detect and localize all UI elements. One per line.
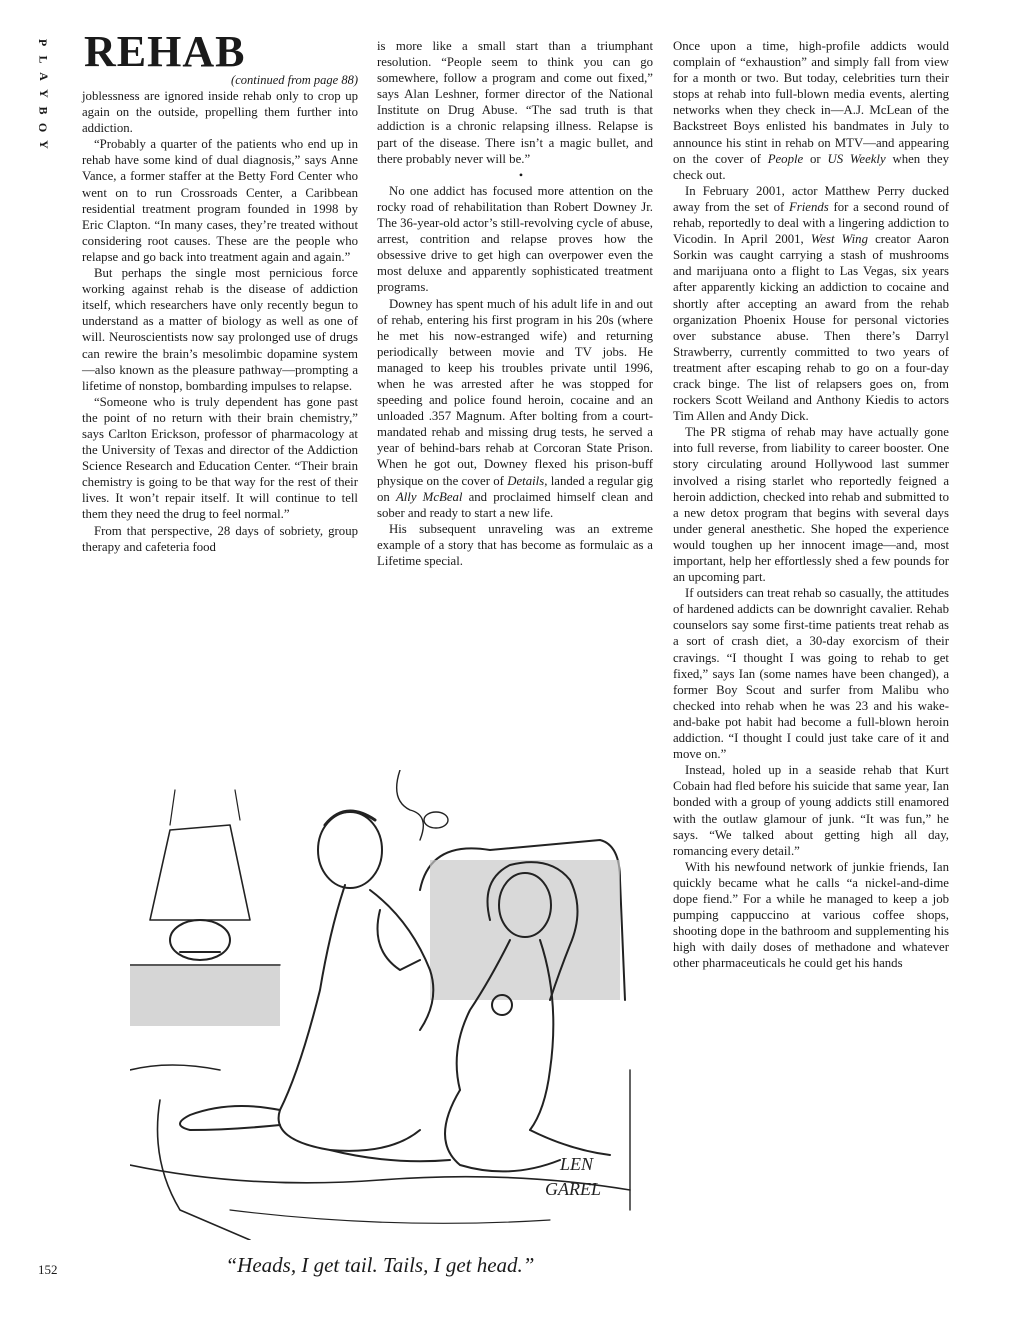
magazine-letter: L (36, 55, 51, 64)
show-title: West Wing (810, 232, 868, 247)
show-title: Ally McBeal (395, 489, 463, 504)
text-run: creator Aaron Sorkin was caught carrying a stash of mushrooms and marijuana onto a flight to Las Vegas, six years after apparently kicking an addiction to cocaine and shortly after accepting an award from the rehab organization Phoenix House for personal victories over substance abuse. Then there’s Darryl Strawberry, currently committed to two years of treatment after escaping rehab to go on a four-day crack binge. The list of relapsers goes on, from rockers Scott Weiland and Anthony Kiedis to actors Tim Allen and Andy Dick. (673, 232, 949, 424)
magazine-letter: Y (36, 89, 51, 98)
paragraph: If outsiders can treat rehab so casually, the attitudes of hardened addicts can be downright cavalier. Rehab counselors say some first-time patients treat rehab as a sort of crash diet, a 30-day exorcism of their cravings. “I thought I was going to rehab to get fixed,” says Ian (some names have been changed), a former Boy Scout and surfer from Malibu who checked into rehab when he was 23 and his wake-and-bake pot habit had become a full-blown heroin addiction. “I thought I could just take care of it and move on.” (673, 586, 949, 762)
text-run: Once upon a time, high-profile addicts would complain of “exhaustion” and simply fall from view for a month or two. But today, celebrities turn their stops at rehab into full-blown media events, alerting networks when they check in—A.J. McLean of the Backstreet Boys enlisted his bandmates in July to announce his stint in rehab on MTV—and appearing on the cover of (673, 39, 949, 166)
column-1 (82, 88, 358, 555)
magazine-letter: A (36, 72, 51, 81)
paragraph: No one addict has focused more attention on the rocky road of rehabilitation than Robert Downey Jr. The 36-year-old actor’s still-revolving cycle of abuse, arrest, contrition and relapse proves how the obsessive drive to get high can overpower even the most deluxe and apparently sophisticated treatment programs. (377, 183, 653, 295)
text-run: for a second round of rehab, reportedly to deal with a lingering addiction to Vicodin. In April 2001, (673, 199, 949, 247)
magazine-letter: O (36, 122, 51, 133)
article-title: REHAB (84, 27, 246, 76)
lamp-drawing (150, 790, 250, 960)
paragraph: But perhaps the single most pernicious force working against rehab is the disease of addiction itself, which researchers have only recently begun to understand as a matter of biology as well as one of will. Neuroscientists now say prolonged use of drugs can rewire the brain’s mesolimbic dopamine system—also known as the pleasure pathway—prompting a lifetime of nonstop, bombarding impulses to relapse. (82, 266, 358, 393)
paragraph: “Someone who is truly dependent has gone past the point of no return with their brain chemistry,” says Carlton Erickson, professor of pharmacology at the University of Texas and director of the Addiction Science Research and Education Center. “Their brain chemistry is going to be that way for the rest of their lives. It won’t repair itself. It will continue to tell them they need the drug to feel normal.” (82, 394, 358, 522)
paragraph: His subsequent unraveling was an extreme example of a story that has become as formulaic as a Lifetime special. (377, 521, 653, 568)
paragraph (377, 296, 653, 521)
text-run: and proclaimed himself clean and sober and ready to start a new life. (377, 489, 654, 520)
magazine-letter: Y (36, 140, 51, 149)
paragraph: Instead, holed up in a seaside rehab that Kurt Cobain had fled before his suicide that same year, Ian bonded with a group of young addicts still enamored with the outlaw glamour of junk. “It was fun,” he says. “We talked about getting high all day, romancing every detail.” (673, 763, 949, 858)
paragraph: is more like a small start than a triumphant resolution. “People seem to think you can go somewhere, follow a program and come out fixed,” says Alan Leshner, former director of the National Institute on Drug Abuse. “The sad truth is that addiction is a chronic relapsing illness. Relapse is part of the disease. There isn’t a magic bullet, and there probably never will be.” (377, 39, 653, 166)
magazine-title: Details (507, 473, 545, 488)
magazine-name (30, 34, 56, 153)
magazine-letter: P (36, 38, 51, 47)
cartoon-illustration (130, 770, 660, 1240)
continued-note: (continued from page 88) (231, 73, 358, 87)
text-run: In February 2001, actor Matthew Perry ducked away from the set of (673, 183, 949, 214)
magazine-letter: B (36, 106, 51, 115)
section-bullet: • (518, 167, 524, 182)
paragraph: From that perspective, 28 days of sobriety, group therapy and cafeteria food (82, 523, 358, 554)
paragraph (673, 38, 949, 183)
cartoonist-signature: LEN (560, 1154, 594, 1174)
text-run: Downey has spent much of his adult life in and out of rehab, entering his first program in his 20s (where he met his now-estranged wife) and returning periodically between movie and TV jobs. He managed to keep his troubles private until 1996, when he was arrested after he was stopped for speeding and police found heroin, cocaine and an unloaded .357 Magnum. After bolting from a court-mandated rehab and missing drug tests, he served a year of behind-bars rehab at Corcoran State Prison. When he got out, Downey flexed his prison-buff physique on the cover of (377, 296, 653, 488)
column-3 (673, 38, 949, 971)
paragraph: joblessness are ignored inside rehab only to crop up again on the outside, propelling them further into addiction. (82, 89, 358, 136)
text-run: , landed a regular gig on (377, 473, 653, 504)
paragraph: With his newfound network of junkie friends, Ian quickly became what he calls “a nickel-and-dime dope fiend.” For a while he managed to keep a job pumping cappuccino at various coffee shops, shooting dope in the bathroom and supplementing his high with daily doses of methadone and whatever other pharmaceuticals he could get his hands (673, 859, 949, 971)
text-run: when they check out. (673, 151, 950, 182)
magazine-title: US Weekly (827, 151, 886, 166)
paragraph: The PR stigma of rehab may have actually gone into full reverse, from liability to career booster. One story circulating around Hollywood last summer involved a rising starlet who reportedly feigned a heroin addiction, checked into rehab and submitted to a new detox program that begins with several days under general anesthetic. She hoped the experience would toughen up her innocent image—and, most important, help her effortlessly shed a few pounds for an upcoming part. (673, 425, 949, 585)
paragraph (673, 183, 949, 424)
cartoon-caption: “Heads, I get tail. Tails, I get head.” (225, 1253, 535, 1277)
page-number: 152 (38, 1262, 58, 1277)
cartoonist-signature: GAREL (545, 1179, 601, 1199)
column-2 (377, 38, 653, 569)
show-title: Friends (788, 199, 829, 214)
text-run: or (803, 151, 828, 166)
paragraph: “Probably a quarter of the patients who end up in rehab have some kind of dual diagnosis,” says Anne Vance, a former staffer at the Betty Ford Center who went on to run Crossroads Center, a Caribbean residential treatment program founded in 1998 by Eric Clapton. “In many cases, they’re treated without considering root causes. These are the people who relapse and go back into treatment again and again.” (82, 137, 358, 264)
magazine-title: People (767, 151, 804, 166)
